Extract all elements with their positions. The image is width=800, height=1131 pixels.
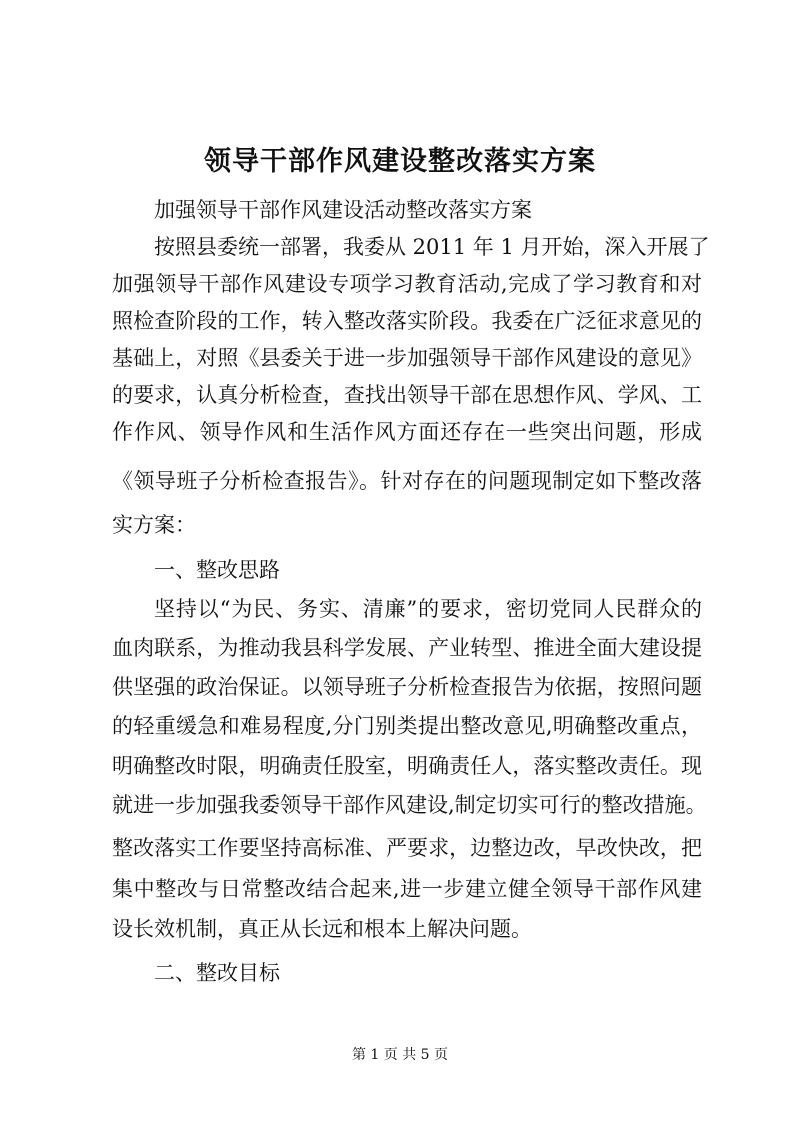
paragraph-line: 实方案：	[112, 513, 196, 537]
section-heading: 一、整改思路	[154, 558, 280, 582]
paragraph-line: 就进一步加强我委领导干部作风建设,制定切实可行的整改措施。	[112, 793, 707, 817]
paragraph-line: 《领导班子分析检查报告》。针对存在的问题现制定如下整改落	[112, 469, 702, 493]
paragraph-line: 血肉联系，为推动我县科学发展、产业转型、推进全面大建设提	[112, 636, 702, 660]
paragraph-line: 照检查阶段的工作，转入整改落实阶段。我委在广泛征求意见的	[112, 309, 702, 333]
paragraph-line: 明确整改时限，明确责任股室，明确责任人，落实整改责任。现	[112, 754, 702, 778]
paragraph-line: 基础上，对照《县委关于进一步加强领导干部作风建设的意见》	[112, 346, 702, 370]
document-title: 领导干部作风建设整改落实方案	[204, 146, 596, 177]
paragraph-line: 作作风、领导作风和生活作风方面还存在一些突出问题，形成	[112, 420, 702, 444]
paragraph-line: 按照县委统一部署，我委从 2011 年 1 月开始，深入开展了	[154, 235, 710, 259]
section-heading: 二、整改目标	[154, 961, 280, 985]
paragraph-line: 的轻重缓急和难易程度,分门别类提出整改意见,明确整改重点，	[112, 714, 702, 738]
paragraph-line: 的要求，认真分析检查，查找出领导干部在思想作风、学风、工	[112, 383, 702, 407]
paragraph-line: 加强领导干部作风建设专项学习教育活动,完成了学习教育和对	[112, 272, 702, 296]
paragraph-line: 整改落实工作要坚持高标准、严要求，边整边改，早改快改，把	[112, 836, 702, 860]
subtitle-line: 加强领导干部作风建设活动整改落实方案	[154, 198, 532, 222]
paragraph-line: 坚持以“为民、务实、清廉”的要求，密切党同人民群众的	[154, 597, 702, 621]
paragraph-line: 设长效机制，真正从长远和根本上解决问题。	[112, 917, 532, 941]
paragraph-line: 供坚强的政治保证。以领导班子分析检查报告为依据，按照问题	[112, 675, 702, 699]
page-footer: 第 1 页 共 5 页	[351, 1047, 449, 1063]
paragraph-line: 集中整改与日常整改结合起来,进一步建立健全领导干部作风建	[112, 877, 702, 901]
